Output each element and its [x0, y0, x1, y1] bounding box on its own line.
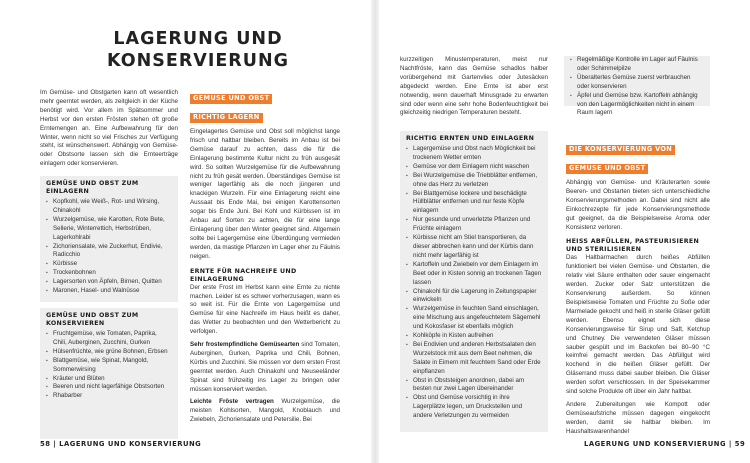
- left-column-2: [190, 87, 340, 425]
- list-item: ▪ Kräuter und Blüten: [46, 375, 172, 384]
- list-item: ▪ Regelmäßige Kontrolle im Lager auf Fäulnis oder Schimmelpilze: [570, 56, 704, 74]
- list-item: ▪ Kopfkohl, wie Weiß-, Rot- und Wirsing, Chinakohl: [46, 198, 172, 216]
- list-item: ▪ Obst und Gemüse vorsichtig in ihre Lagerplätze legen, um Druckstellen und andere Verletzungen zu vermeiden: [406, 394, 542, 421]
- harvest-list-title: RICHTIG ERNTEN UND EINLAGERN: [406, 135, 535, 142]
- frost-paragraph: Sehr frostempfindliche Gemüsearten sind Tomaten, Auberginen, Gurken, Paprika und Chili, Bohnen, Kürbis und Zucchini. Sie müssen vor dem ersten Frost geerntet werden. Auch Chinakohl und Neuseeländer Spinat sind frühzeitig ins Lager zu bringen oder müssen konserviert werden.: [190, 341, 340, 393]
- section-heading: GEMÜSE UND OBST: [190, 94, 272, 104]
- list-item: ▪ Bei Blattgemüse lockere und beschädigte Hüllblätter entfernen und nur feste Köpfe einlagern: [406, 190, 542, 217]
- list-item: ▪ Bei Endivien und anderen Herbstsalaten den Wurzelstock mit aus dem Beet nehmen, die Salate in Eimern mit feuchtem Sand oder Erde einpflanzen: [406, 341, 542, 377]
- harvest-list: [406, 145, 542, 421]
- preserve-paragraph: Abhängig von Gemüse- und Kräuterarten sowie Beeren- und Obstarten bieten sich unterschiedliche Konservierungsmethoden an. Dabei sind nicht alle Einkochrezepte für jede Konservierungsmethode gut geeignet, da die Beispielsweise Aroma oder Konsistenz verloren.: [566, 179, 710, 231]
- subheading: HEISS ABFÜLLEN, PASTEURISIEREN UND STERILISIEREN: [566, 238, 700, 254]
- list-item: ▪ Kürbisse nicht am Stiel transportieren, da dieser abbrechen kann und der Kürbis dann nicht mehr lagerfähig ist: [406, 234, 542, 261]
- list-item: ▪ Fruchtgemüse, wie Tomaten, Paprika, Chili, Auberginen, Zucchini, Gurken: [46, 330, 172, 348]
- section-heading: GEMÜSE UND OBST: [566, 164, 648, 174]
- list-item: ▪ Kürbisse: [46, 260, 172, 269]
- book-spine: [371, 0, 379, 463]
- storage-list-title: GEMÜSE UND OBST ZUM EINLAGERN: [46, 180, 139, 195]
- list-item: ▪ Wurzelgemüse in feuchten Sand einschlagen, eine Mischung aus angefeuchtetem Sägemehl und Kokosfaser ist ebenfalls möglich: [406, 305, 542, 332]
- list-item: ▪ Blattgemüse, wie Spinat, Mangold, Sommerwirsing: [46, 357, 172, 375]
- list-item: ▪ Zichoriensalate, wie Zuckerhut, Endivie, Radicchio: [46, 243, 172, 261]
- list-item: ▪ Obst in Obststeigen anordnen, dabei am besten nur zwei Lagen übereinander: [406, 377, 542, 395]
- page-footer-right: LAGERUNG UND KONSERVIERUNG | 59: [584, 440, 746, 448]
- list-item: ▪ Bei Wurzelgemüse die Triebblätter entfernen, ohne das Herz zu verletzen: [406, 172, 542, 190]
- list-item: ▪ Rhabarber: [46, 392, 172, 401]
- preserve-list-box: [40, 308, 178, 439]
- intro-paragraph: Im Gemüse- und Obstgarten kann oft wesentlich mehr geerntet werden, als zeitgleich in der Küche benötigt wird. Vor allem im Spätsommer und Herbst vor den ersten Frösten stehen oft große Erntemengen an. Eine Aufbewahrung für den Winter, wenn nicht so viel Frisches zur Verfügung steht, ist wünschenswert. Abhängig von Gemüse- oder Obstsorte lassen sich die Ernteerträge einlagern oder konservieren.: [40, 89, 178, 168]
- storage-paragraph: Eingelagertes Gemüse und Obst soll möglichst lange frisch und haltbar bleiben. Bereits im Anbau ist bei Gemüse darauf zu achten, dass die für die Einlagerung bestimmte Kultur nicht zu früh ausgesät wird. So sollten Wurzelgemüse für die Aufbewahrung nicht zu früh gesät werden. Überständiges Gemüse ist weniger lagerfähig als die noch jüngeren und knackigen Wurzeln. Für eine Einlagerung reicht eine Aussaat bis Ende Mai, bei einigen Karottensorten sogar bis Ende Juni. Bei Kohl und Kürbissen ist im Anbau auf Sorten zu achten, die für eine lange Einlagerung über den Winter geeignet sind. Allgemein sollte bei Lagergemüse eine Überdüngung vermieden werden, da mastige Pflanzen im Lager eher zu Fäulnis neigen.: [190, 128, 340, 260]
- section-heading: DIE KONSERVIERUNG VON: [566, 145, 675, 155]
- storage-list: [46, 198, 172, 296]
- preserve-list-title: GEMÜSE UND OBST ZUM KONSERVIEREN: [46, 312, 139, 327]
- list-item: ▪ Lagersorten von Äpfeln, Birnen, Quitten: [46, 278, 172, 287]
- list-item: ▪ Kohlköpfe in Kisten aufreihen: [406, 332, 542, 341]
- list-item: ▪ Äpfel und Gemüse bzw. Kartoffeln abhängig von den Lagermöglichkeiten nicht in einem Raum lagern: [570, 92, 704, 119]
- harvest-paragraph: Der erste Frost im Herbst kann eine Ernte zu nichte machen. Leider ist es schwer vorherzusagen, wann es so weit ist. Für die Ernte von Lagergemüse und Gemüse für eine Nachreife im Haus heißt es daher, das Wetter zu beobachten und den Wetterbericht zu verfolgen.: [190, 283, 340, 336]
- storage-list-box: [40, 176, 178, 302]
- cooking-paragraph: Andere Zubereitungen wie Kompott oder Gemüseaufstriche müssen dagegen eingekocht werden, damit sie haltbar bleiben. Im Haushaltswarenhandel: [566, 400, 710, 435]
- list-item: ▪ Gemüse vor dem Einlagern nicht waschen: [406, 163, 542, 172]
- list-item: ▪ Hülsenfrüchte, wie grüne Bohnen, Erbsen: [46, 348, 172, 357]
- frost-paragraph-2: Leichte Fröste vertragen Wurzelgemüse, die meisten Kohlsorten, Mangold, Knoblauch und Zwiebeln, Zichoriensalate und Petersilie. Bei: [190, 398, 340, 424]
- list-item: ▪ Überaltertes Gemüse zuerst verbrauchen oder konservieren: [570, 74, 704, 92]
- list-item: ▪ Beeren und nicht lagerfähige Obstsorten: [46, 383, 172, 392]
- list-item: ▪ Trockenbohnen: [46, 269, 172, 278]
- section-heading: RICHTIG LAGERN: [190, 113, 263, 123]
- list-item: ▪ Lagergemüse und Obst nach Möglichkeit bei trockenem Wetter ernten: [406, 145, 542, 163]
- frost-continued-paragraph: kurzzeitigen Minustemperaturen, meist nur Nachtfröste, kann das Gemüse schadlos halber vorübergehend mit Gartenvlies oder Jutesäcken abgedeckt werden. Eine Ernte ist aber erst notwendig, wenn dauerhaft Minusgrade zu erwarten sind oder wenn eine sehr hohe Bodenfeuchtigkeit bei gleichzeitig niedrigen Temperaturen besteht.: [400, 56, 548, 117]
- right-column-2: [566, 138, 710, 437]
- page-title: LAGERUNG UND KONSERVIERUNG: [106, 29, 290, 71]
- list-item: ▪ Wurzelgemüse, wie Karotten, Rote Bete, Sellerie, Winterrettich, Herbstrüben, Lagerkohlrabi: [46, 216, 172, 243]
- preserve-list: [46, 330, 172, 401]
- list-item: ▪ Kartoffeln und Zwiebeln vor dem Einlagern im Beet oder in Kisten sonnig an trockenen Tagen lassen: [406, 261, 542, 288]
- page-footer-left: 58 | LAGERUNG UND KONSERVIERUNG: [40, 440, 202, 448]
- list-item: ▪ Nur gesunde und unverletzte Pflanzen und Früchte einlagern: [406, 216, 542, 234]
- list-item: ▪ Chinakohl für die Lagerung in Zeitungspapier einwickeln: [406, 288, 542, 306]
- subheading: ERNTE FÜR NACHREIFE UND EINLAGERUNG: [190, 267, 297, 283]
- bottling-paragraph: Das Haltbarmachen durch heißes Abfüllen funktioniert bei vielen Gemüse- und Obstarten, die relativ viel Säure enthalten oder sauer eingemacht werden. Zucker oder Salz unterstützen die Konservierung außerdem. So können Beispielsweise Tomaten und Früchte zu Soße oder Marmelade gekocht und heiß in sterile Gläser gefüllt werden. Ebenso eignet sich diese Konservierungsweise für Sirup und Saft, Ketchup und Chutney. Die verwendeten Gläser müssen sauber gespült und im Backofen bei 80–90 °C keimfrei gemacht werden. Das Abfüllgut wird kochend in die heißen Gläser gefüllt. Der Gläserrand muss dabei sauber bleiben. Die Gläser werden sofort verschlossen. In der Speisekammer sind solche Produkte oft über ein Jahr haltbar.: [566, 254, 710, 396]
- harvest-list-box-continued: [564, 56, 710, 117]
- harvest-list-box: [400, 131, 548, 432]
- harvest-list-continued: [570, 56, 704, 118]
- list-item: ▪ Maronen, Hasel- und Walnüsse: [46, 287, 172, 296]
